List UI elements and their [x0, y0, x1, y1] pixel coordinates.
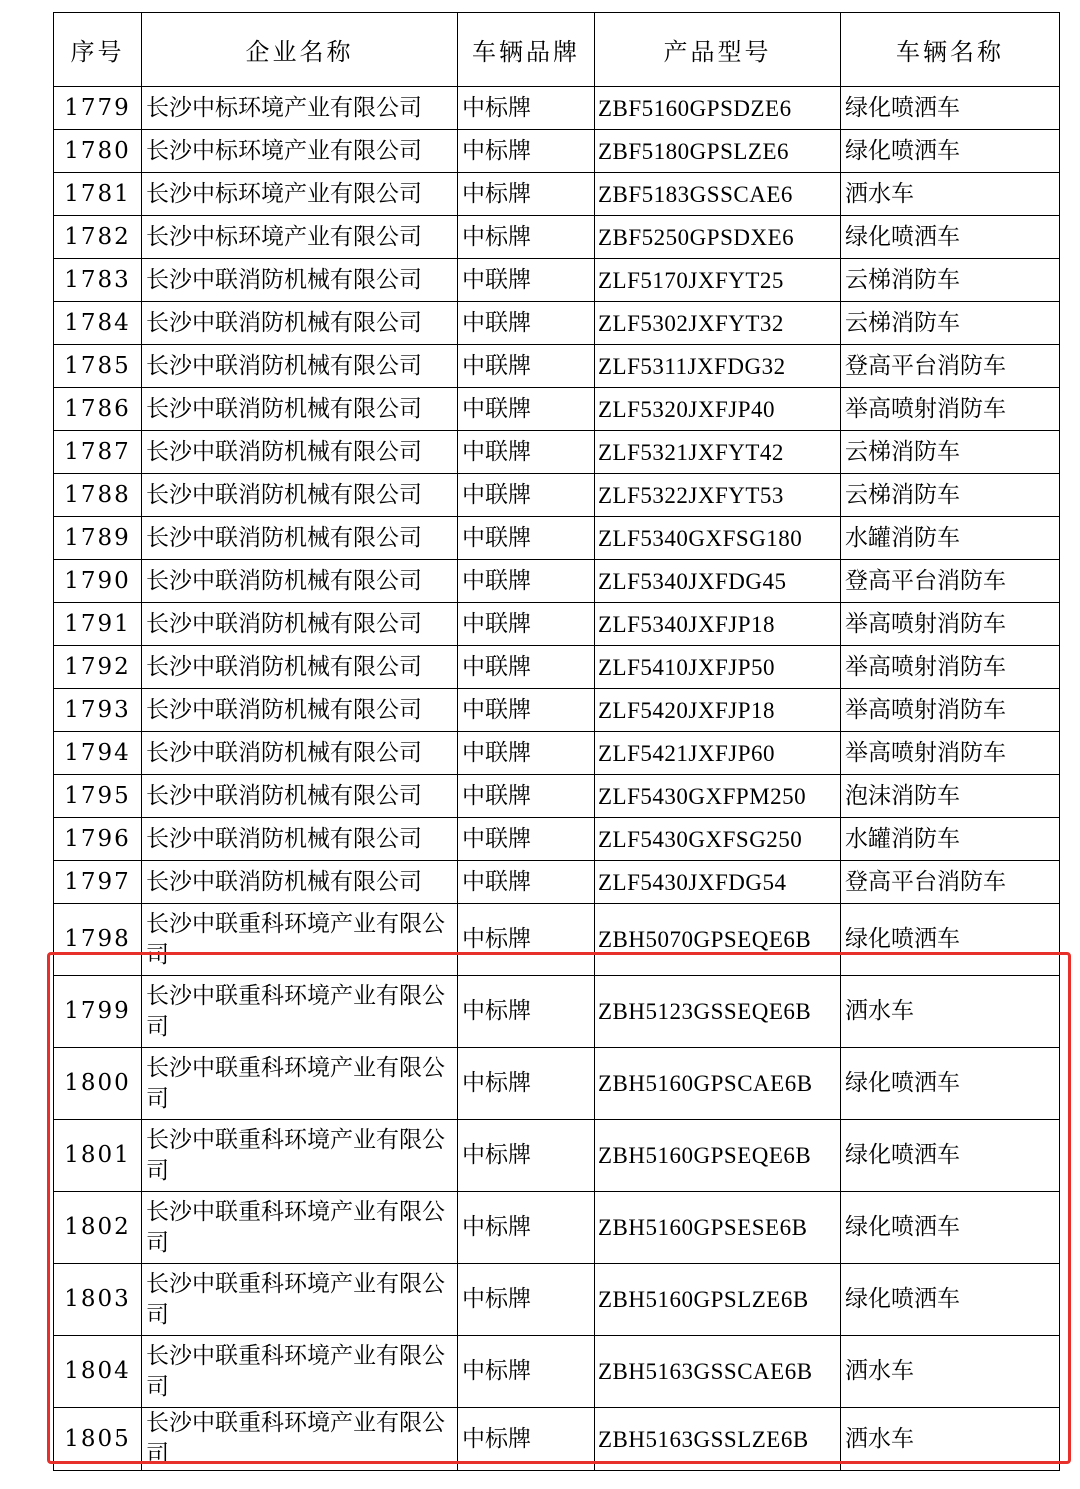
serial-number-cell: 1793: [54, 689, 142, 732]
vehicle-brand-cell: 中联牌: [458, 603, 595, 646]
company-name-cell: 长沙中联消防机械有限公司: [142, 861, 458, 904]
product-model-cell: ZLF5430GXFPM250: [595, 775, 841, 818]
product-model-cell: ZLF5321JXFYT42: [595, 431, 841, 474]
vehicle-brand-cell: 中联牌: [458, 388, 595, 431]
product-model-cell: ZBH5160GPSLZE6B: [595, 1264, 841, 1336]
company-name-cell: 长沙中联重科环境产业有限公司: [142, 904, 458, 976]
serial-number-cell: 1785: [54, 345, 142, 388]
serial-number-cell: 1803: [54, 1264, 142, 1336]
serial-number-cell: 1794: [54, 732, 142, 775]
table-row: [54, 259, 1060, 302]
vehicle-brand-cell: 中标牌: [458, 216, 595, 259]
vehicle-name-cell: 洒水车: [841, 1336, 1060, 1408]
product-model-cell: ZLF5340JXFJP18: [595, 603, 841, 646]
table-header-row: [54, 13, 1060, 87]
product-model-cell: ZBH5163GSSLZE6B: [595, 1408, 841, 1471]
vehicle-brand-cell: 中联牌: [458, 861, 595, 904]
serial-number-cell: 1781: [54, 173, 142, 216]
header-vehicle-brand: 车辆品牌: [458, 13, 595, 87]
company-name-cell: 长沙中标环境产业有限公司: [142, 216, 458, 259]
product-model-cell: ZLF5340GXFSG180: [595, 517, 841, 560]
table-row: [54, 388, 1060, 431]
vehicle-name-cell: 云梯消防车: [841, 259, 1060, 302]
header-company-name: 企业名称: [142, 13, 458, 87]
serial-number-cell: 1802: [54, 1192, 142, 1264]
serial-number-cell: 1798: [54, 904, 142, 976]
vehicle-brand-cell: 中标牌: [458, 1336, 595, 1408]
vehicle-name-cell: 绿化喷洒车: [841, 1120, 1060, 1192]
vehicle-name-cell: 泡沫消防车: [841, 775, 1060, 818]
vehicle-brand-cell: 中标牌: [458, 1120, 595, 1192]
vehicle-name-cell: 绿化喷洒车: [841, 1264, 1060, 1336]
vehicle-name-cell: 举高喷射消防车: [841, 388, 1060, 431]
table-row: [54, 689, 1060, 732]
table-row: [54, 302, 1060, 345]
company-name-cell: 长沙中联消防机械有限公司: [142, 431, 458, 474]
table-row: [54, 603, 1060, 646]
table-row: [54, 904, 1060, 976]
product-model-cell: ZLF5311JXFDG32: [595, 345, 841, 388]
table-row: [54, 861, 1060, 904]
serial-number-cell: 1782: [54, 216, 142, 259]
company-name-cell: 长沙中联消防机械有限公司: [142, 560, 458, 603]
vehicle-brand-cell: 中联牌: [458, 560, 595, 603]
vehicle-brand-cell: 中联牌: [458, 732, 595, 775]
table-row: [54, 1408, 1060, 1471]
serial-number-cell: 1783: [54, 259, 142, 302]
company-name-cell: 长沙中联重科环境产业有限公司: [142, 1120, 458, 1192]
vehicle-name-cell: 水罐消防车: [841, 517, 1060, 560]
product-model-cell: ZLF5420JXFJP18: [595, 689, 841, 732]
company-name-cell: 长沙中联消防机械有限公司: [142, 689, 458, 732]
table-row: [54, 130, 1060, 173]
company-name-cell: 长沙中联消防机械有限公司: [142, 259, 458, 302]
company-name-cell: 长沙中联消防机械有限公司: [142, 474, 458, 517]
product-model-cell: ZLF5340JXFDG45: [595, 560, 841, 603]
product-model-cell: ZLF5170JXFYT25: [595, 259, 841, 302]
serial-number-cell: 1788: [54, 474, 142, 517]
table-row: [54, 1336, 1060, 1408]
vehicle-brand-cell: 中联牌: [458, 474, 595, 517]
vehicle-brand-cell: 中联牌: [458, 689, 595, 732]
serial-number-cell: 1790: [54, 560, 142, 603]
vehicle-name-cell: 洒水车: [841, 173, 1060, 216]
company-name-cell: 长沙中联重科环境产业有限公司: [142, 1336, 458, 1408]
table-row: [54, 818, 1060, 861]
serial-number-cell: 1789: [54, 517, 142, 560]
serial-number-cell: 1797: [54, 861, 142, 904]
vehicle-name-cell: 绿化喷洒车: [841, 1048, 1060, 1120]
table-row: [54, 560, 1060, 603]
company-name-cell: 长沙中联消防机械有限公司: [142, 345, 458, 388]
vehicle-name-cell: 绿化喷洒车: [841, 904, 1060, 976]
table-row: [54, 216, 1060, 259]
vehicle-name-cell: 登高平台消防车: [841, 861, 1060, 904]
product-model-cell: ZLF5421JXFJP60: [595, 732, 841, 775]
vehicle-brand-cell: 中联牌: [458, 345, 595, 388]
product-model-cell: ZLF5302JXFYT32: [595, 302, 841, 345]
vehicle-name-cell: 云梯消防车: [841, 474, 1060, 517]
product-model-cell: ZLF5320JXFJP40: [595, 388, 841, 431]
serial-number-cell: 1784: [54, 302, 142, 345]
company-name-cell: 长沙中联重科环境产业有限公司: [142, 1192, 458, 1264]
header-serial-number: 序号: [54, 13, 142, 87]
company-name-cell: 长沙中标环境产业有限公司: [142, 173, 458, 216]
vehicle-name-cell: 举高喷射消防车: [841, 732, 1060, 775]
product-model-cell: ZLF5430JXFDG54: [595, 861, 841, 904]
table-row: [54, 646, 1060, 689]
serial-number-cell: 1796: [54, 818, 142, 861]
vehicle-brand-cell: 中联牌: [458, 517, 595, 560]
vehicle-name-cell: 洒水车: [841, 976, 1060, 1048]
vehicle-name-cell: 举高喷射消防车: [841, 689, 1060, 732]
product-model-cell: ZBH5070GPSEQE6B: [595, 904, 841, 976]
vehicle-name-cell: 绿化喷洒车: [841, 87, 1060, 130]
vehicle-brand-cell: 中联牌: [458, 775, 595, 818]
company-name-cell: 长沙中联消防机械有限公司: [142, 388, 458, 431]
table-row: [54, 732, 1060, 775]
serial-number-cell: 1787: [54, 431, 142, 474]
product-model-cell: ZLF5322JXFYT53: [595, 474, 841, 517]
vehicle-brand-cell: 中标牌: [458, 1264, 595, 1336]
table-row: [54, 87, 1060, 130]
vehicle-brand-cell: 中标牌: [458, 976, 595, 1048]
product-model-cell: ZBH5163GSSCAE6B: [595, 1336, 841, 1408]
table-row: [54, 474, 1060, 517]
product-model-cell: ZBF5250GPSDXE6: [595, 216, 841, 259]
table-row: [54, 517, 1060, 560]
vehicle-table: [53, 12, 1060, 1471]
table-row: [54, 775, 1060, 818]
vehicle-brand-cell: 中标牌: [458, 1048, 595, 1120]
table-row: [54, 1192, 1060, 1264]
vehicle-brand-cell: 中标牌: [458, 904, 595, 976]
product-model-cell: ZBF5160GPSDZE6: [595, 87, 841, 130]
vehicle-brand-cell: 中联牌: [458, 646, 595, 689]
vehicle-name-cell: 云梯消防车: [841, 431, 1060, 474]
serial-number-cell: 1805: [54, 1408, 142, 1471]
vehicle-brand-cell: 中联牌: [458, 431, 595, 474]
vehicle-name-cell: 举高喷射消防车: [841, 603, 1060, 646]
company-name-cell: 长沙中联重科环境产业有限公司: [142, 1408, 458, 1471]
serial-number-cell: 1780: [54, 130, 142, 173]
vehicle-brand-cell: 中联牌: [458, 302, 595, 345]
vehicle-brand-cell: 中联牌: [458, 259, 595, 302]
serial-number-cell: 1799: [54, 976, 142, 1048]
serial-number-cell: 1792: [54, 646, 142, 689]
table-body: [54, 87, 1060, 1471]
company-name-cell: 长沙中联消防机械有限公司: [142, 775, 458, 818]
vehicle-name-cell: 绿化喷洒车: [841, 216, 1060, 259]
vehicle-name-cell: 举高喷射消防车: [841, 646, 1060, 689]
vehicle-brand-cell: 中标牌: [458, 87, 595, 130]
vehicle-name-cell: 登高平台消防车: [841, 345, 1060, 388]
vehicle-brand-cell: 中标牌: [458, 1408, 595, 1471]
table-row: [54, 345, 1060, 388]
vehicle-name-cell: 登高平台消防车: [841, 560, 1060, 603]
table-row: [54, 1264, 1060, 1336]
company-name-cell: 长沙中联重科环境产业有限公司: [142, 976, 458, 1048]
table-row: [54, 1048, 1060, 1120]
vehicle-name-cell: 洒水车: [841, 1408, 1060, 1471]
company-name-cell: 长沙中联消防机械有限公司: [142, 732, 458, 775]
product-model-cell: ZBF5180GPSLZE6: [595, 130, 841, 173]
serial-number-cell: 1804: [54, 1336, 142, 1408]
serial-number-cell: 1795: [54, 775, 142, 818]
serial-number-cell: 1786: [54, 388, 142, 431]
company-name-cell: 长沙中联消防机械有限公司: [142, 517, 458, 560]
product-model-cell: ZBH5160GPSCAE6B: [595, 1048, 841, 1120]
serial-number-cell: 1779: [54, 87, 142, 130]
table-row: [54, 976, 1060, 1048]
header-product-model: 产品型号: [595, 13, 841, 87]
product-model-cell: ZBH5160GPSEQE6B: [595, 1120, 841, 1192]
vehicle-name-cell: 绿化喷洒车: [841, 1192, 1060, 1264]
table-row: [54, 1120, 1060, 1192]
product-model-cell: ZBF5183GSSCAE6: [595, 173, 841, 216]
serial-number-cell: 1801: [54, 1120, 142, 1192]
vehicle-brand-cell: 中标牌: [458, 173, 595, 216]
company-name-cell: 长沙中联消防机械有限公司: [142, 646, 458, 689]
product-model-cell: ZBH5160GPSESE6B: [595, 1192, 841, 1264]
table-row: [54, 173, 1060, 216]
company-name-cell: 长沙中联消防机械有限公司: [142, 603, 458, 646]
company-name-cell: 长沙中联消防机械有限公司: [142, 302, 458, 345]
company-name-cell: 长沙中联消防机械有限公司: [142, 818, 458, 861]
table-row: [54, 431, 1060, 474]
vehicle-name-cell: 水罐消防车: [841, 818, 1060, 861]
company-name-cell: 长沙中标环境产业有限公司: [142, 87, 458, 130]
vehicle-brand-cell: 中标牌: [458, 1192, 595, 1264]
vehicle-name-cell: 云梯消防车: [841, 302, 1060, 345]
serial-number-cell: 1800: [54, 1048, 142, 1120]
vehicle-brand-cell: 中联牌: [458, 818, 595, 861]
serial-number-cell: 1791: [54, 603, 142, 646]
product-model-cell: ZLF5410JXFJP50: [595, 646, 841, 689]
header-vehicle-name: 车辆名称: [841, 13, 1060, 87]
vehicle-name-cell: 绿化喷洒车: [841, 130, 1060, 173]
product-model-cell: ZLF5430GXFSG250: [595, 818, 841, 861]
company-name-cell: 长沙中标环境产业有限公司: [142, 130, 458, 173]
product-model-cell: ZBH5123GSSEQE6B: [595, 976, 841, 1048]
company-name-cell: 长沙中联重科环境产业有限公司: [142, 1048, 458, 1120]
company-name-cell: 长沙中联重科环境产业有限公司: [142, 1264, 458, 1336]
vehicle-brand-cell: 中标牌: [458, 130, 595, 173]
